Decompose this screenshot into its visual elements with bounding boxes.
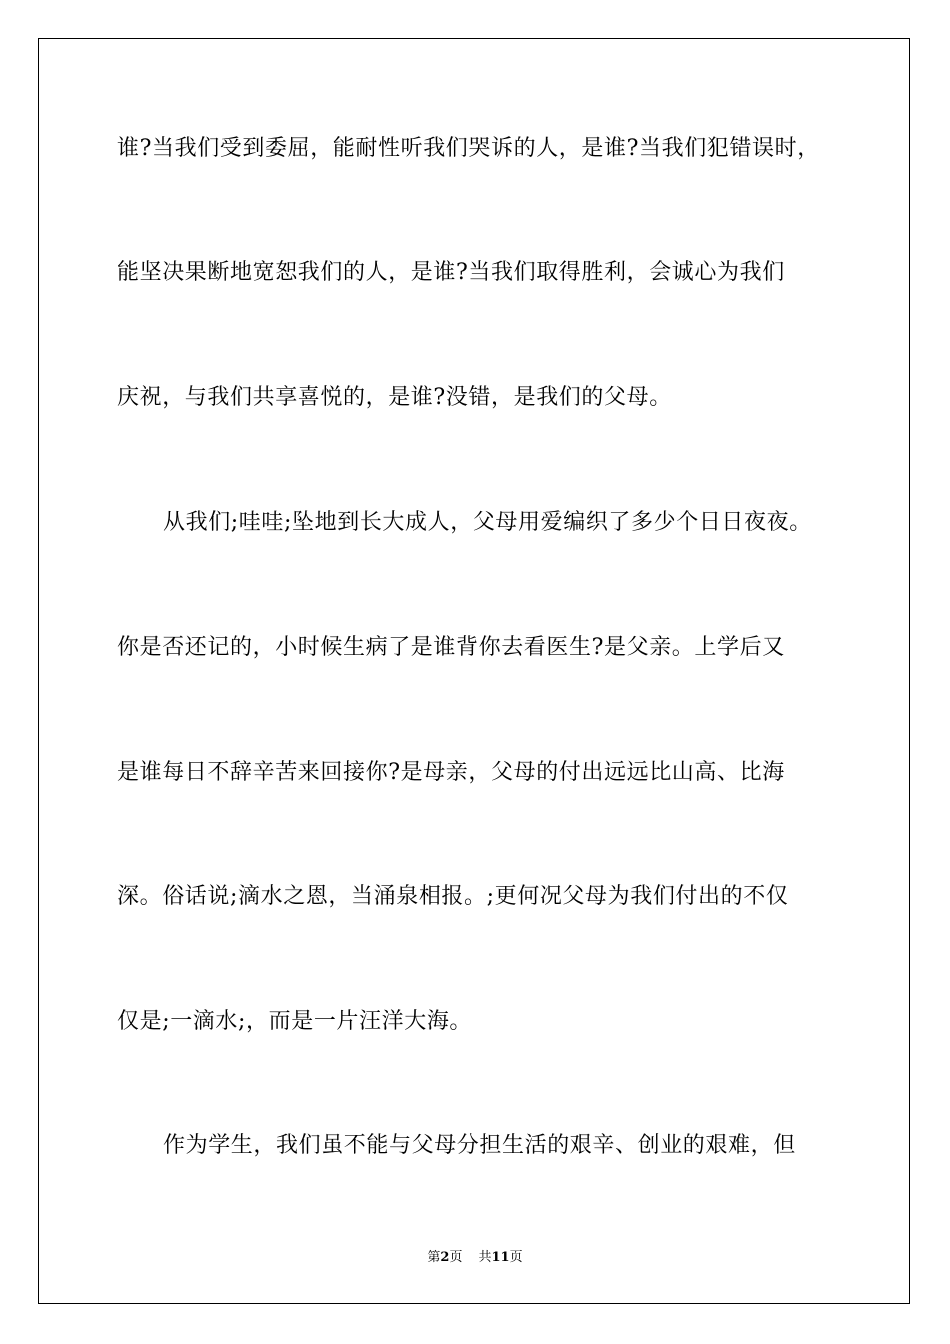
body-line-9: 作为学生，我们虽不能与父母分担生活的艰辛、创业的艰难，但 — [163, 1133, 796, 1158]
page-prefix: 第 — [427, 1250, 441, 1265]
page-border — [38, 38, 910, 1304]
page-footer — [0, 1249, 950, 1267]
body-line-1: 谁?当我们受到委屈，能耐性听我们哭诉的人，是谁?当我们犯错误时， — [117, 136, 820, 161]
body-line-3: 庆祝，与我们共享喜悦的，是谁?没错，是我们的父母。 — [117, 385, 672, 410]
total-prefix: 共 — [478, 1250, 492, 1265]
body-line-4: 从我们;哇哇;坠地到长大成人，父母用爱编织了多少个日日夜夜。 — [163, 510, 812, 535]
page-suffix: 页 — [449, 1250, 463, 1265]
body-line-8: 仅是;一滴水;，而是一片汪洋大海。 — [117, 1009, 473, 1034]
total-suffix: 页 — [509, 1250, 523, 1265]
total-pages: 11 — [491, 1250, 510, 1265]
body-line-5: 你是否还记的，小时候生病了是谁背你去看医生?是父亲。上学后又 — [117, 635, 785, 660]
body-line-2: 能坚决果断地宽恕我们的人，是谁?当我们取得胜利，会诚心为我们 — [117, 260, 785, 285]
body-line-6: 是谁每日不辞辛苦来回接你?是母亲，父母的付出远远比山高、比海 — [117, 760, 785, 785]
body-line-7: 深。俗话说;滴水之恩，当涌泉相报。;更何况父母为我们付出的不仅 — [117, 884, 789, 909]
page-number: 2 — [440, 1250, 450, 1265]
